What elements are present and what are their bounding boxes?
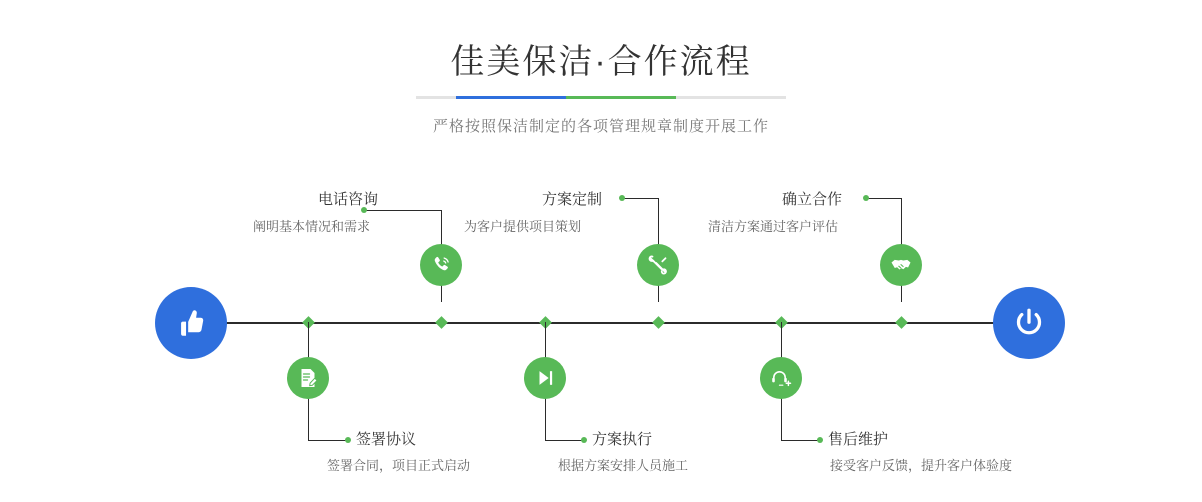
step-desc-4: 根据方案安排人员施工 [558, 458, 689, 473]
connector-hline-4 [545, 440, 583, 441]
axis-node-5 [895, 316, 908, 329]
support-agent-icon [769, 366, 793, 390]
connector-hline-2 [308, 440, 348, 441]
step-icon-4 [524, 357, 566, 399]
axis-node-3 [652, 316, 665, 329]
timeline-end-node [993, 287, 1065, 359]
step-icon-2 [287, 357, 329, 399]
step-icon-1 [420, 244, 462, 286]
document-edit-icon [296, 366, 320, 390]
connector-hline-1 [364, 210, 442, 211]
header [0, 0, 1202, 136]
connector-hline-3 [622, 198, 659, 199]
step-desc-3: 为客户提供项目策划 [464, 219, 582, 234]
connector-hline-5 [866, 198, 902, 199]
connector-dot-4 [581, 437, 587, 443]
step-title-1: 电话咨询 [318, 191, 379, 208]
divider-blue-segment [456, 96, 566, 99]
page-subtitle: 严格按照保洁制定的各项管理规章制度开展工作 [432, 118, 769, 135]
step-title-2: 签署协议 [356, 431, 417, 448]
power-icon [1011, 305, 1047, 341]
tools-icon [646, 253, 670, 277]
connector-dot-2 [345, 437, 351, 443]
step-title-4: 方案执行 [592, 431, 653, 448]
step-icon-3 [637, 244, 679, 286]
connector-hline-6 [781, 440, 819, 441]
step-desc-5: 清洁方案通过客户评估 [708, 219, 839, 234]
step-desc-2: 签署合同，项目正式启动 [327, 458, 471, 473]
connector-dot-6 [817, 437, 823, 443]
step-title-5: 确立合作 [782, 191, 843, 208]
page-title: 佳美保洁·合作流程 [450, 43, 752, 81]
handshake-icon [889, 253, 913, 277]
step-title-6: 售后维护 [828, 431, 889, 448]
phone-call-icon [429, 253, 453, 277]
step-title-3: 方案定制 [542, 191, 603, 208]
title-divider [416, 96, 786, 99]
connector-dot-5 [863, 195, 869, 201]
thumbs-up-icon [174, 306, 208, 340]
connector-dot-3 [619, 195, 625, 201]
timeline-start-node [155, 287, 227, 359]
divider-green-segment [566, 96, 676, 99]
axis-node-1 [435, 316, 448, 329]
step-icon-6 [760, 357, 802, 399]
step-desc-6: 接受客户反馈，提升客户体验度 [830, 458, 1013, 473]
step-icon-5 [880, 244, 922, 286]
step-desc-1: 阐明基本情况和需求 [253, 219, 371, 234]
play-next-icon [534, 367, 556, 389]
